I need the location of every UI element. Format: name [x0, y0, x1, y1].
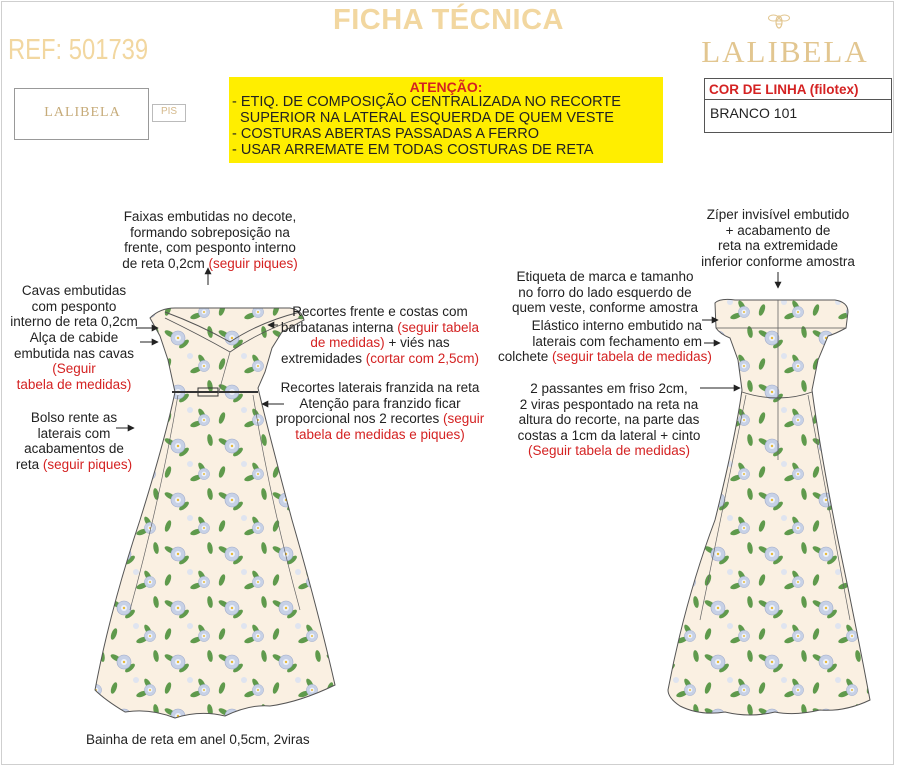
note-line	[272, 335, 488, 351]
note-text: barbatanas interna	[280, 319, 398, 335]
note-line: Alça de cabide	[29, 330, 119, 345]
note-line	[258, 411, 502, 427]
note-text: extremidades	[280, 350, 366, 366]
note-zipper	[688, 207, 868, 269]
note-line: inferior conforme amostra	[701, 253, 855, 269]
label-brand-text: LALIBELA	[44, 105, 121, 120]
note-line: altura do recorte, na parte das	[518, 412, 700, 427]
note-line: costas a 1cm da lateral + cinto	[517, 427, 701, 443]
note-hem: Bainha de reta em anel 0,5cm, 2viras	[86, 732, 310, 747]
note-line: Faixas embutidas no decote,	[123, 209, 297, 224]
note-emphasis: (seguir tabela	[397, 319, 480, 335]
note-line: quem veste, conforme amostra	[511, 300, 699, 315]
pis-tag-text: PIS	[160, 106, 178, 117]
note-line: 2 passantes em friso 2cm,	[530, 381, 688, 396]
note-line: frente, com pesponto interno	[124, 240, 296, 255]
note-line: com pesponto	[31, 298, 117, 314]
note-line	[4, 457, 144, 473]
note-text: de reta 0,2cm	[122, 255, 209, 271]
note-line: Zíper invisível embutido	[706, 207, 850, 222]
note-emphasis: (seguir piques)	[208, 255, 298, 271]
note-emphasis: (cortar com 2,5cm)	[365, 350, 480, 366]
note-elastic	[498, 318, 712, 365]
note-line: reta na extremidade	[717, 238, 839, 253]
note-text: colchete	[498, 349, 553, 364]
note-emphasis: (seguir	[443, 411, 485, 426]
note-brand-label	[500, 269, 710, 316]
note-emphasis: tabela de medidas e piques)	[295, 426, 465, 442]
attention-line: - COSTURAS ABERTAS PASSADAS A FERRO	[232, 126, 539, 142]
note-text: reta	[15, 456, 43, 472]
sheet-title: FICHA TÉCNICA	[333, 4, 564, 36]
note-line: Bolso rente as	[30, 410, 118, 425]
note-line: Elástico interno embutido na	[531, 318, 702, 333]
note-emphasis: (seguir tabela de medidas)	[552, 349, 712, 364]
attention-line: SUPERIOR NA LATERAL ESQUERDA DE QUEM VESTE	[232, 110, 614, 126]
attention-line: - USAR ARREMATE EM TODAS COSTURAS DE RETA	[232, 142, 594, 158]
note-neckline	[100, 209, 320, 271]
note-emphasis: tabela de medidas)	[16, 376, 132, 392]
note-line: Atenção para franzido ficar	[299, 395, 461, 411]
note-line: laterais com	[37, 425, 111, 441]
note-line: 2 viras pespontado na reta na	[519, 396, 699, 412]
thread-color-label: COR DE LINHA (filotex)	[705, 79, 891, 100]
note-line	[498, 349, 712, 365]
reference-code: REF: 501739	[8, 34, 149, 66]
note-line: embutida nas cavas	[13, 345, 135, 361]
note-seams	[272, 304, 488, 366]
note-line: + acabamento de	[725, 222, 831, 238]
note-line: Cavas embutidas	[21, 283, 127, 298]
note-line: Recortes laterais franzida na reta	[280, 380, 480, 395]
attention-line: - ETIQ. DE COMPOSIÇÃO CENTRALIZADA NO RECORTE	[232, 94, 621, 110]
note-line: Etiqueta de marca e tamanho	[516, 269, 694, 284]
note-line	[272, 320, 488, 336]
note-line: no forro do lado esquerdo de	[518, 284, 692, 300]
note-line: Recortes frente e costas com	[292, 304, 468, 319]
note-emphasis: de medidas)	[310, 335, 385, 350]
brand-logo: LALIBELA	[701, 34, 869, 69]
note-pocket	[4, 410, 144, 472]
note-line: interno de reta 0,2cm	[10, 314, 138, 329]
note-emphasis: (Seguir tabela de medidas)	[527, 443, 691, 458]
note-armhole	[4, 283, 144, 330]
note-text: proporcional nos 2 recortes	[275, 411, 444, 426]
note-line: laterais com fechamento em	[532, 333, 702, 349]
thread-color-value: BRANCO 101	[710, 105, 798, 121]
note-emphasis: (Seguir	[52, 361, 96, 376]
note-text: + viés nas	[384, 335, 450, 350]
note-line	[100, 256, 320, 272]
note-emphasis: (seguir piques)	[42, 456, 133, 472]
note-hanger	[4, 330, 144, 392]
note-belt-loops	[504, 381, 714, 459]
note-line: formando sobreposição na	[130, 224, 290, 240]
attention-title: ATENÇÃO:	[409, 79, 483, 95]
note-side-seams	[258, 380, 502, 442]
note-line: acabamentos de	[24, 441, 124, 456]
note-line	[272, 351, 488, 367]
